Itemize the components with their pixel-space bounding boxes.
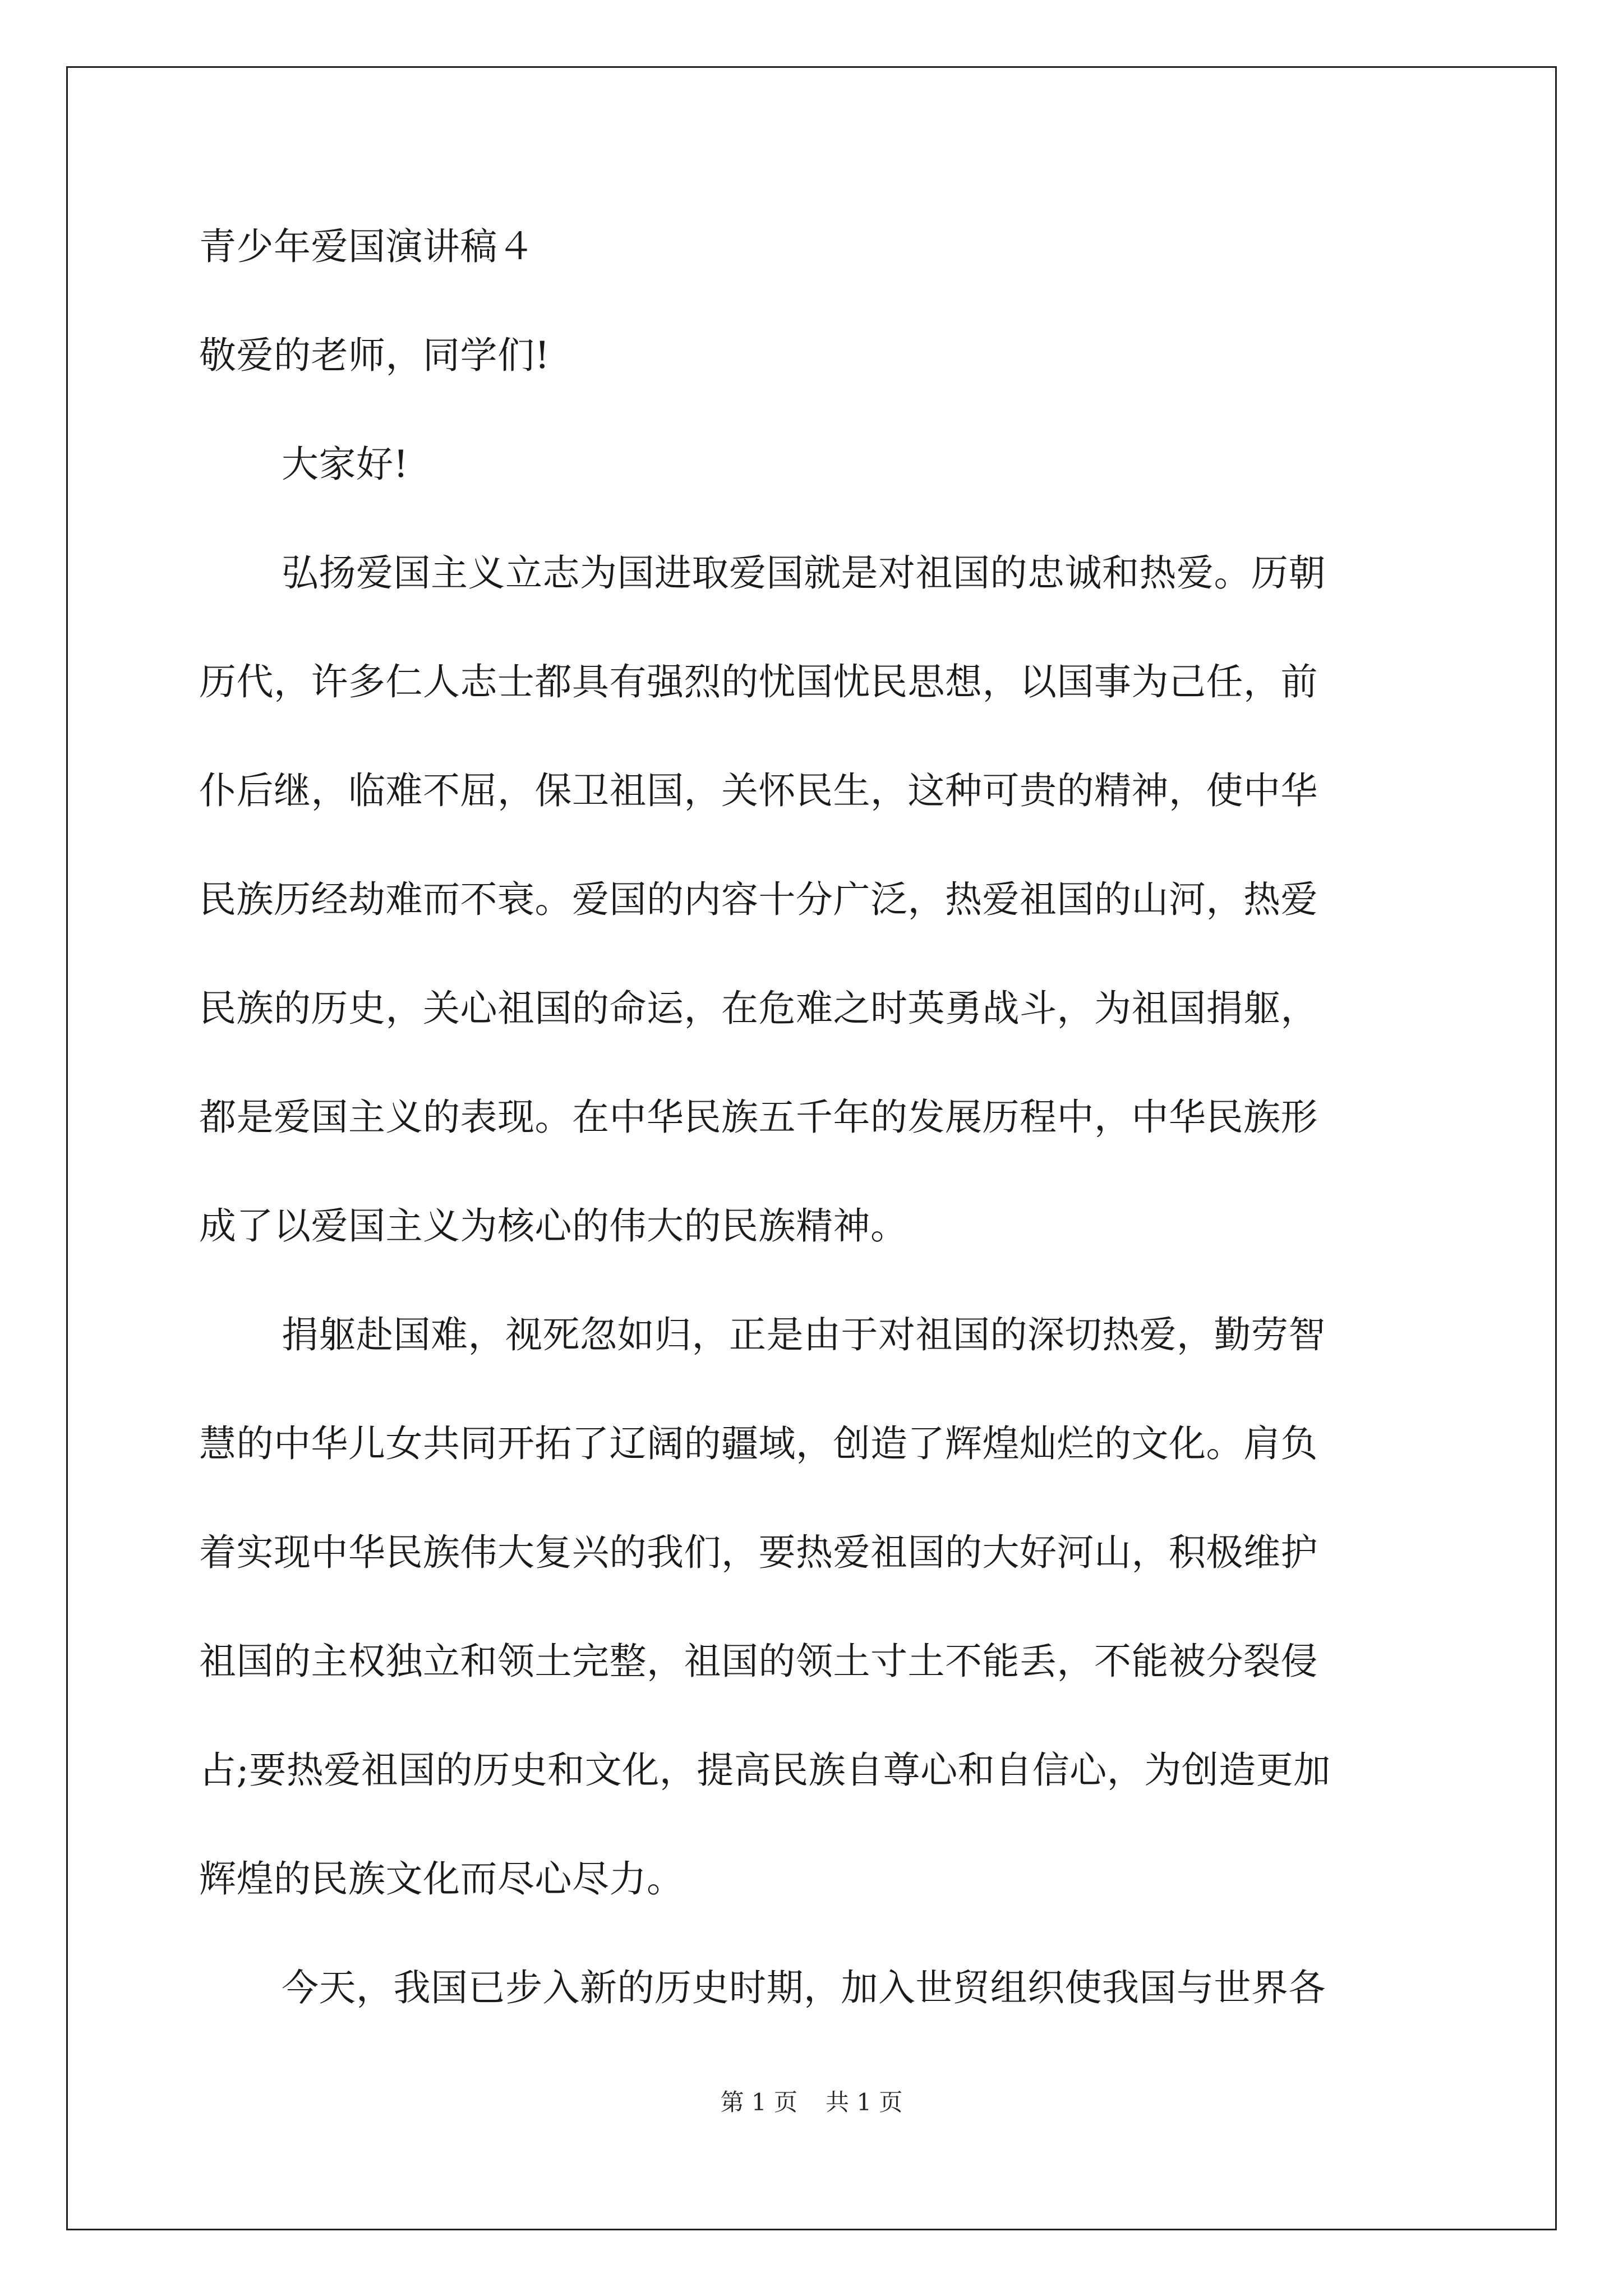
page-number-total: 共 1 页 bbox=[826, 2088, 903, 2116]
salutation: 大家好! bbox=[282, 443, 409, 486]
page-footer bbox=[0, 2087, 1623, 2118]
document-body bbox=[199, 220, 1433, 2070]
paragraph-line: 弘扬爱国主义立志为国进取爱国就是对祖国的忠诚和热爱。历朝 bbox=[282, 551, 1326, 595]
paragraph-line: 占;要热爱祖国的历史和文化，提高民族自尊心和自信心，为创造更加 bbox=[199, 1749, 1331, 1792]
paragraph-line: 今天，我国已步入新的历史时期，加入世贸组织使我国与世界各 bbox=[282, 1966, 1326, 2009]
paragraph-line: 祖国的主权独立和领土完整，祖国的领土寸土不能丢，不能被分裂侵 bbox=[199, 1640, 1318, 1683]
paragraph-line: 都是爱国主义的表现。在中华民族五千年的发展历程中，中华民族形 bbox=[199, 1096, 1318, 1139]
paragraph-3 bbox=[199, 1961, 1433, 2015]
page-number-current: 第 1 页 bbox=[720, 2088, 797, 2116]
paragraph-line: 仆后继，临难不屈，保卫祖国，关怀民生，这种可贵的精神，使中华 bbox=[199, 769, 1318, 812]
paragraph-line: 慧的中华儿女共同开拓了辽阔的疆域，创造了辉煌灿烂的文化。肩负 bbox=[199, 1422, 1318, 1465]
document-title: 青少年爱国演讲稿４ bbox=[199, 225, 535, 268]
paragraph-line: 民族的历史，关心祖国的命运，在危难之时英勇战斗，为祖国捐躯， bbox=[199, 987, 1318, 1030]
paragraph-1 bbox=[199, 546, 1433, 1253]
paragraph-line: 着实现中华民族伟大复兴的我们，要热爱祖国的大好河山，积极维护 bbox=[199, 1531, 1318, 1574]
paragraph-line: 民族历经劫难而不衰。爱国的内容十分广泛，热爱祖国的山河，热爱 bbox=[199, 878, 1318, 921]
paragraph-2 bbox=[199, 1308, 1433, 1906]
greeting: 敬爱的老师，同学们! bbox=[199, 334, 550, 377]
paragraph-line: 成了以爱国主义为核心的伟大的民族精神。 bbox=[199, 1204, 908, 1248]
paragraph-line: 辉煌的民族文化而尽心尽力。 bbox=[199, 1857, 684, 1901]
paragraph-line: 历代，许多仁人志士都具有强烈的忧国忧民思想，以国事为己任，前 bbox=[199, 660, 1318, 703]
paragraph-line: 捐躯赴国难，视死忽如归，正是由于对祖国的深切热爱，勤劳智 bbox=[282, 1313, 1326, 1356]
